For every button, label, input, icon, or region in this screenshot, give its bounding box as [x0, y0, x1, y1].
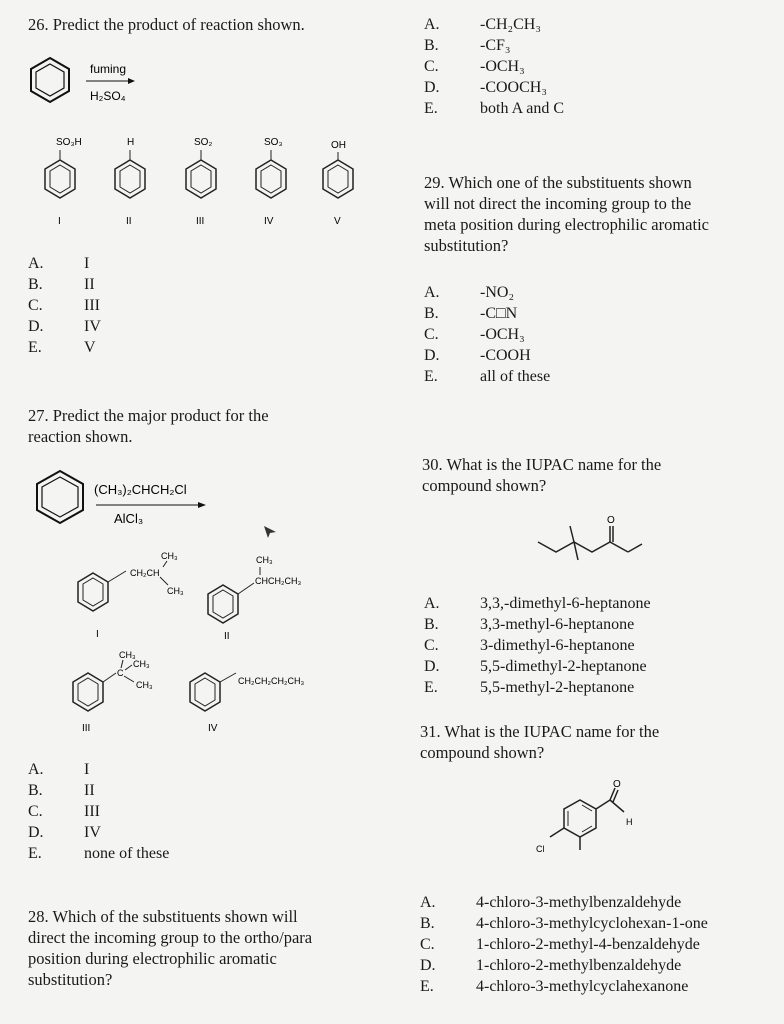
q26-num-5: V: [334, 216, 341, 227]
q27-p2-chain: CHCH₂CH₃: [255, 576, 302, 586]
q28-question: 28. Which of the substituents shown will direct the incoming group to the ortho/para position during electrophilic aromatic substitution?: [28, 907, 313, 989]
q26-reagent-top: fuming: [90, 62, 127, 76]
q27-option-b[interactable]: B. II: [28, 782, 95, 799]
q26-sub-5: OH: [331, 140, 346, 151]
q26-num-1: I: [58, 216, 61, 227]
q28-options: [424, 14, 564, 119]
q27-p1-num: I: [96, 629, 99, 640]
q31-oxygen-label: O: [613, 779, 621, 790]
q30-option-a[interactable]: A. 3,3,-dimethyl-6-heptanone: [424, 595, 651, 612]
q27-p1-ch3-top: CH₃: [161, 551, 178, 561]
q29-options: [424, 282, 550, 387]
q31-cl-label: Cl: [536, 844, 545, 854]
q27-products: [60, 545, 360, 735]
q29-option-d[interactable]: D. -COOH: [424, 347, 531, 364]
q26-option-a[interactable]: A. I: [28, 255, 90, 272]
q27-p3-c: C: [117, 668, 124, 678]
q28-option-d[interactable]: D. -COOCH₃: [424, 79, 547, 96]
q28-option-a[interactable]: A. -CH₂CH₃: [424, 16, 541, 33]
q31-option-c[interactable]: C. 1-chloro-2-methyl-4-benzaldehyde: [420, 936, 700, 953]
q26-options: [28, 253, 101, 358]
q27-reaction-scheme: [30, 468, 220, 528]
q26-reagent-bottom: H₂SO₄: [90, 89, 126, 103]
q29-option-c[interactable]: C. -OCH₃: [424, 326, 525, 343]
q30-options: [424, 593, 651, 698]
q26-question: 26. Predict the product of reaction shown.: [28, 15, 305, 34]
q26-option-d[interactable]: D. IV: [28, 318, 101, 335]
q31-option-b[interactable]: B. 4-chloro-3-methylcyclohexan-1-one: [420, 915, 708, 932]
q26-num-2: II: [126, 216, 132, 227]
q30-option-d[interactable]: D. 5,5-dimethyl-2-heptanone: [424, 658, 647, 675]
q30-option-e[interactable]: E. 5,5-methyl-2-heptanone: [424, 679, 635, 696]
q30-option-b[interactable]: B. 3,3-methyl-6-heptanone: [424, 616, 635, 633]
q27-p3-ch3-top: CH₃: [119, 650, 136, 660]
q26-num-3: III: [196, 216, 205, 227]
q26-num-4: IV: [264, 216, 274, 227]
q27-p4-num: IV: [208, 723, 218, 734]
q27-options: [28, 759, 169, 864]
q26-reaction-scheme: [28, 56, 148, 116]
q26-sub-1: SO₃H: [56, 137, 82, 148]
q27-p2-ch3-top: CH₃: [256, 555, 273, 565]
q30-oxygen-label: O: [607, 515, 615, 526]
q28-option-b[interactable]: B. -CF₃: [424, 37, 511, 54]
q30-question: 30. What is the IUPAC name for the compound shown?: [422, 455, 662, 495]
q26-products: [28, 132, 368, 232]
q27-p3-num: III: [82, 723, 91, 734]
q29-question: 29. Which one of the substituents shown will not direct the incoming group to the meta position during electrophilic aromatic substitution?: [424, 173, 709, 255]
q31-options: [420, 892, 708, 997]
q31-option-a[interactable]: A. 4-chloro-3-methylbenzaldehyde: [420, 894, 682, 911]
q27-option-a[interactable]: A. I: [28, 761, 90, 778]
q30-skeletal-structure: [530, 512, 650, 572]
q29-option-b[interactable]: B. -C□N: [424, 305, 518, 322]
q27-p3-ch3-bottom: CH₃: [136, 680, 153, 690]
q27-option-e[interactable]: E. none of these: [28, 845, 170, 862]
q31-h-label: H: [626, 817, 633, 827]
q31-question: 31. What is the IUPAC name for the compound shown?: [420, 722, 660, 762]
q27-option-d[interactable]: D. IV: [28, 824, 101, 841]
q26-sub-4: SO₃: [264, 137, 283, 148]
q30-option-c[interactable]: C. 3-dimethyl-6-heptanone: [424, 637, 635, 654]
q26-sub-2: H: [127, 137, 135, 148]
q26-option-c[interactable]: C. III: [28, 297, 100, 314]
q27-p1-chain: CH₂CH: [130, 568, 160, 578]
q27-option-c[interactable]: C. III: [28, 803, 100, 820]
q27-question: 27. Predict the major product for the reaction shown.: [28, 406, 269, 446]
cursor-icon: [260, 524, 280, 544]
q27-reagent-top: (CH₃)₂CHCH₂Cl: [94, 482, 187, 497]
q27-p2-num: II: [224, 631, 230, 642]
q28-option-e[interactable]: E. both A and C: [424, 100, 565, 117]
q31-option-e[interactable]: E. 4-chloro-3-methylcyclahexanone: [420, 978, 689, 995]
q29-option-e[interactable]: E. all of these: [424, 368, 551, 385]
q31-option-d[interactable]: D. 1-chloro-2-methylbenzaldehyde: [420, 957, 682, 974]
q27-p4-chain: CH₂CH₂CH₂CH₃: [238, 676, 305, 686]
q27-p1-ch3-side: CH₃: [167, 586, 184, 596]
q26-option-e[interactable]: E. V: [28, 339, 96, 356]
q29-option-a[interactable]: A. -NO₂: [424, 284, 515, 301]
q26-option-b[interactable]: B. II: [28, 276, 95, 293]
q27-p3-ch3-right: CH₃: [133, 659, 150, 669]
q28-option-c[interactable]: C. -OCH₃: [424, 58, 525, 75]
q31-skeletal-structure: [530, 778, 650, 858]
q26-sub-3: SO₂: [194, 137, 213, 148]
q27-reagent-bottom: AlCl₃: [114, 511, 144, 526]
